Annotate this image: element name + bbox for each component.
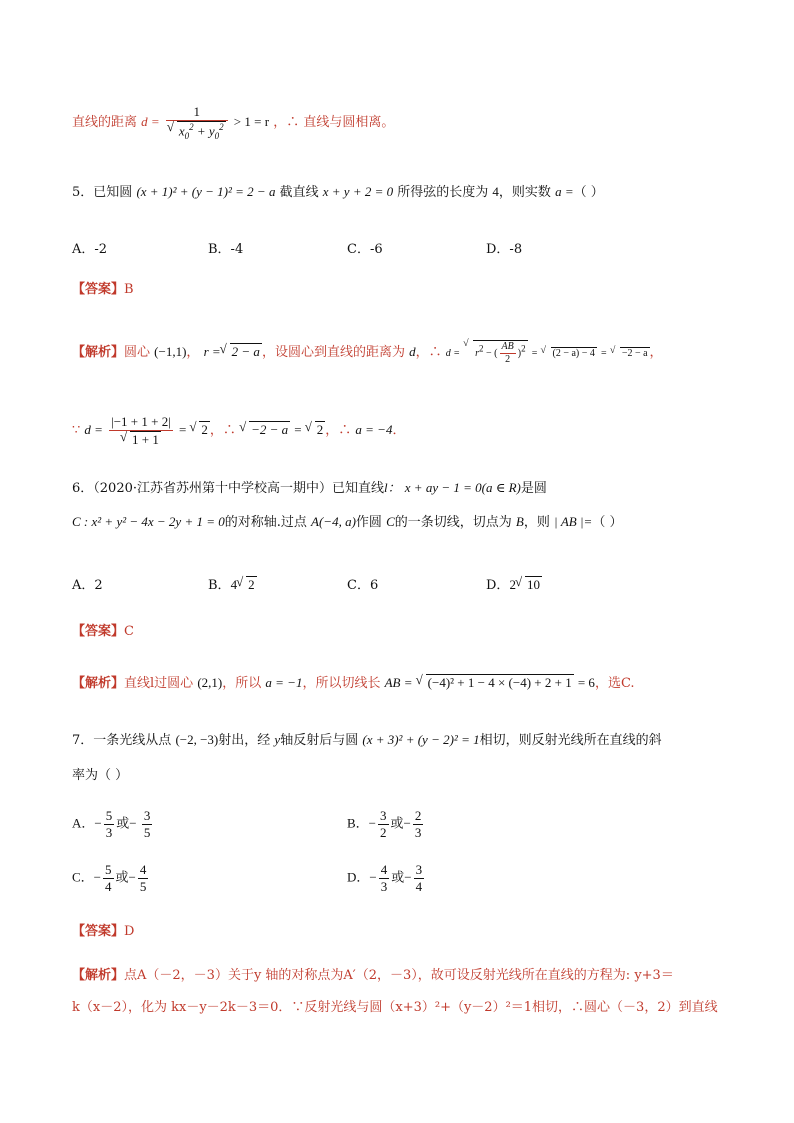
answer-tag: 【答案】 xyxy=(72,624,125,639)
q6-option-b-rad: √ 2 xyxy=(246,576,257,593)
q5-center: (−1,1) xyxy=(154,343,187,359)
intro-line xyxy=(72,104,394,141)
q6-ab-eq: AB = xyxy=(384,675,413,690)
q5-a2: ，设圆心到直线的距离为 xyxy=(261,344,405,360)
q7-stem-2: 率为（ ） xyxy=(72,768,129,783)
q6-option-d-label: D． xyxy=(486,578,510,593)
q5-pre: 已知圆 xyxy=(93,185,133,200)
frac-den: 5 xyxy=(143,825,151,840)
intro-post: ，∴ 直线与圆相离。 xyxy=(273,115,395,131)
q5-d: d xyxy=(409,343,416,359)
q5-number: 5． xyxy=(72,185,94,200)
q5-answer-value: B xyxy=(124,282,134,297)
answer-tag: 【答案】 xyxy=(72,924,125,939)
q6-a-eq: a = −1 xyxy=(265,675,303,690)
q6-stem-2 xyxy=(72,514,622,531)
q6-b: 作圆 xyxy=(355,515,382,530)
q6-answer-value: C xyxy=(124,624,134,639)
q6-rad: √ (−4)² + 1 − 4 × (−4) + 2 + 1 xyxy=(426,674,574,691)
q6-number: 6． xyxy=(72,481,94,496)
q5-frac xyxy=(109,414,173,447)
intro-pre: 直线的距离 xyxy=(72,115,138,131)
q6-option-d-coef: 2 xyxy=(509,577,516,592)
q5-d2: d = xyxy=(445,347,460,359)
frac-den: 3 xyxy=(414,825,422,840)
q6-d: ，则 xyxy=(523,515,550,530)
q7-option-c-label: C． xyxy=(72,869,94,885)
minus-sign: − xyxy=(93,869,102,885)
q5-ask: a = xyxy=(555,184,574,199)
q5-mid: 截直线 xyxy=(279,185,319,200)
q5-eq-mid2: = xyxy=(601,347,607,359)
minus-sign: − xyxy=(369,869,377,885)
frac-den: 4 xyxy=(105,879,112,894)
q6-a4: ，选C. xyxy=(594,676,635,691)
q5-eq2: = xyxy=(178,422,187,438)
q6-ab: | AB |= xyxy=(554,514,593,529)
q6-option-b-label: B． xyxy=(208,578,231,593)
analysis-tag: 【解析】 xyxy=(72,676,125,691)
q6-point: A(−4, a) xyxy=(311,514,356,529)
q5-rad4: √ −2 − a xyxy=(249,421,290,438)
q5-eq-mid: = xyxy=(531,347,538,359)
frac-den: 3 xyxy=(105,825,113,840)
q5-option-b: B．-4 xyxy=(208,242,244,257)
q6-source: （2020·江苏省苏州第十中学校高一期中） xyxy=(93,481,332,496)
frac-num: 5 xyxy=(105,808,113,823)
q5-a1: 圆心 xyxy=(124,344,151,360)
q7-stem-1 xyxy=(72,732,662,749)
q7-option-a-label: A． xyxy=(72,815,95,831)
q6-line-eq: x + ay − 1 = 0(a ∈ R) xyxy=(404,480,521,495)
q5-post1: 所得弦的长度为 xyxy=(397,185,489,200)
minus-sign: − xyxy=(368,815,377,831)
q6-option-a: A．2 xyxy=(72,578,103,593)
q6-circle-eq: C : x² + y² − 4x − 2y + 1 = 0 xyxy=(72,514,225,529)
q6-analysis xyxy=(72,674,635,692)
frac-den: 3 xyxy=(380,879,388,894)
because-symbol: ∵ xyxy=(72,423,81,439)
q5-rad-r: r xyxy=(475,347,480,359)
q6-point-b: B xyxy=(515,514,524,529)
q5-analysis-1: 【解析】圆心 (−1,1)， r =√ 2 − a ，设圆心到直线的距离为 d，∴ d = √ $r^2$ − ( $\frac{AB}{2}$ )$^2$ = √ (2 − a) − 4 = √ −2 − a ， xyxy=(72,340,663,366)
frac-num: 4 xyxy=(380,862,388,877)
q5-final: a = −4 xyxy=(355,422,393,438)
q7-answer xyxy=(72,924,134,940)
q6-a3: ，所以切线长 xyxy=(302,676,381,691)
q5-eq3: = xyxy=(294,422,302,438)
q5-frac-num: |−1 + 1 + 2| xyxy=(111,414,171,429)
q5-r-eq: r = xyxy=(203,343,221,359)
q7-point: (−2, −3) xyxy=(175,732,219,747)
q5-therefore2: ，∴ xyxy=(209,423,236,439)
q7-circle: (x + 3)² + (y − 2)² = 1 xyxy=(362,732,480,747)
q5-rad3: √ −2 − a xyxy=(620,347,650,360)
frac-den: 5 xyxy=(139,879,147,894)
or-text: 或 xyxy=(391,869,405,885)
q5-length: 4 xyxy=(492,184,499,199)
q5-circle-eq: (x + 1)² + (y − 1)² = 2 − a xyxy=(136,184,276,199)
intro-fraction xyxy=(166,104,228,141)
q7-option-d xyxy=(347,862,426,895)
q5-rad-frac-den: 2 xyxy=(505,354,511,365)
q5-rad-frac-num: AB xyxy=(501,341,514,352)
q5-end: ． xyxy=(392,423,406,439)
frac-num: 5 xyxy=(105,862,112,877)
q7-y: y xyxy=(274,732,281,747)
q7-pre: 一条光线从点 xyxy=(93,733,172,748)
q6-center: (2,1) xyxy=(197,675,223,690)
q7-mid: 射出，经 xyxy=(218,733,271,748)
q6-c2: 的一条切线，切点为 xyxy=(394,515,512,530)
q7-mid2: 轴反射后与圆 xyxy=(280,733,359,748)
q5-option-a: A．-2 xyxy=(72,242,108,257)
intro-d-eq: d = xyxy=(141,114,160,130)
intro-gt: > 1 = r xyxy=(233,114,270,130)
q5-analysis-2 xyxy=(72,414,405,447)
q6-mid: 的对称轴.过点 xyxy=(224,515,307,530)
q7-analysis-2: k（x－2），化为 kx－y－2k－3＝0．∵反射光线与圆（x+3）²+（y－2）²＝1相切，∴圆心（－3，2）到直线 xyxy=(72,1000,718,1015)
q6-option-d xyxy=(486,574,542,593)
frac-num: 3 xyxy=(415,862,423,877)
analysis-tag: 【解析】 xyxy=(72,344,125,360)
answer-tag: 【答案】 xyxy=(72,282,125,297)
or-text: 或 xyxy=(115,869,129,885)
analysis-tag: 【解析】 xyxy=(72,968,125,983)
q5-option-c: C．-6 xyxy=(347,242,383,257)
q6-option-c: C．6 xyxy=(347,578,379,593)
q5-therefore3: ，∴ xyxy=(325,423,352,439)
q7-analysis-line1: 点A（－2，－3）关于y 轴的对称点为A′（2，－3），故可设反射光线所在直线的方程为: y+3＝ xyxy=(124,968,674,983)
minus-sign: − xyxy=(404,869,412,885)
frac-num: 2 xyxy=(414,808,422,823)
frac-num: 3 xyxy=(143,808,151,823)
q7-option-a xyxy=(72,808,154,841)
minus-sign: − xyxy=(403,815,411,831)
q6-eq6: = 6 xyxy=(577,675,595,690)
q7-option-c xyxy=(72,862,150,895)
q6-stem-1 xyxy=(72,480,547,497)
q5-option-d: D．-8 xyxy=(486,242,523,257)
q5-tail1: ， xyxy=(649,344,663,360)
q7-analysis-1 xyxy=(72,968,674,984)
or-text: 或 xyxy=(116,815,130,831)
q5-paren: （ ） xyxy=(573,185,604,200)
q7-option-b xyxy=(347,808,425,841)
q6-option-b xyxy=(208,574,257,593)
q5-a3: ，∴ xyxy=(415,344,442,360)
q7-answer-value: D xyxy=(124,924,135,939)
q6-l: l： xyxy=(384,480,401,495)
q7-option-b-label: B． xyxy=(347,815,369,831)
q5-sqrt2b: √ 2 xyxy=(315,421,326,438)
minus-sign: − xyxy=(94,815,102,831)
minus-sign: − xyxy=(129,815,137,831)
q6-a2: ，所以 xyxy=(222,676,262,691)
or-text: 或 xyxy=(390,815,404,831)
q5-stem xyxy=(72,184,604,201)
q5-rad2: √ (2 − a) − 4 xyxy=(551,347,597,360)
q5-frac-den: √ 1 + 1 xyxy=(130,431,161,448)
q6-a1: 直线l过圆心 xyxy=(124,676,194,691)
q6-c: C xyxy=(386,514,395,529)
frac-den: 2 xyxy=(380,825,387,840)
q5-r-rad: √ 2 − a xyxy=(230,343,262,360)
q7-number: 7． xyxy=(72,733,94,748)
q5-d3: d = xyxy=(84,422,103,438)
intro-frac-den: √ $x_0^2 + y_0^2$ xyxy=(166,121,228,142)
q6-option-d-rad: √ 10 xyxy=(525,576,542,593)
q6-option-b-coef: 4 xyxy=(230,577,238,592)
frac-den: 4 xyxy=(415,879,423,894)
q7-option-d-label: D． xyxy=(347,869,370,885)
q6-pre: 已知直线 xyxy=(332,481,385,496)
q5-line-eq: x + y + 2 = 0 xyxy=(322,184,394,199)
q7-post: 相切，则反射光线所在直线的斜 xyxy=(479,733,662,748)
q5-answer xyxy=(72,282,134,298)
minus-sign: − xyxy=(128,869,136,885)
frac-num: 4 xyxy=(139,862,147,877)
intro-frac-num: 1 xyxy=(166,104,228,121)
q6-answer xyxy=(72,624,134,640)
frac-num: 3 xyxy=(380,808,387,823)
q6-post: 是圆 xyxy=(520,481,547,496)
q6-paren: （ ） xyxy=(592,515,623,530)
q5-sqrt2: √ 2 xyxy=(199,421,210,438)
q5-big-rad: √ $r^2$ − ( $\frac{AB}{2}$ )$^2$ xyxy=(473,340,527,366)
q5-post2: ，则实数 xyxy=(498,185,551,200)
